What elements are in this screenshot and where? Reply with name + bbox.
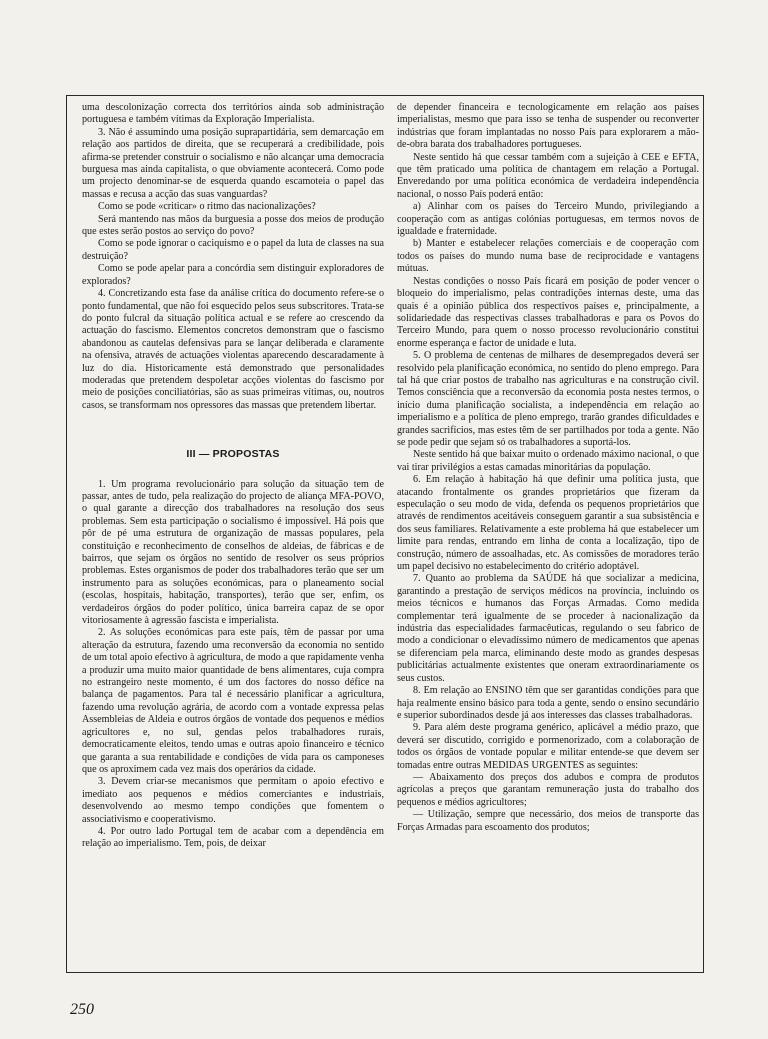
paragraph: 7. Quanto ao problema da SAÚDE há que socializar a medicina, garantindo a prestação de serviços médicos na província, incluindo os meios técnicos e humanos das Forças Armadas. Como medida complementar terá igualmente de se proceder à nacionalização da indústria das especialidades farmacêuticas, regulando o seu fabrico de modo a condicionar o elevadíssimo número de medicamentos que apenas se diferenciam pela marca, eliminando deste modo as grandes despesas publicitárias actualmente existentes que oneram extraordinariamente os seus custos. bbox=[397, 573, 699, 684]
paragraph: Será mantendo nas mãos da burguesia a posse dos meios de produção que estes serão postos ao serviço do povo? bbox=[82, 213, 384, 238]
paragraph: de depender financeira e tecnologicamente em relação aos países imperialistas, mesmo que para isso se tenha de suspender ou reconverter indústrias que foram implantadas no nosso País para explorarem a mão-de-obra barata dos trabalhadores portugueses. bbox=[397, 102, 699, 151]
proposal-paragraph: 2. As soluções económicas para este país, têm de passar por uma alteração da estrutura, fazendo uma reconversão da economia no sentido de um total apoio efectivo à agricultura, de modo a que rapidamente venha a produzir uma muito maior quantidade de bens alimentares, cuja compra no estrangeiro neste momento, é um dos factores do nosso défice na balança de pagamentos. Para tal é necessário planificar a agricultura, fazendo uma revolução agrária, de acordo com a vontade expressa pelas Assembleias de Aldeia e outros órgãos de vontade dos pequenos e médios agricultores e, no sul, gendas pelos trabalhadores rurais, democraticamente eleitos, tendo umas e outras apoio financeiro e técnico que garanta a sua rentabilidade e condições de vida para os camponeses que os aproximem cada vez mais dos operários da cidade. bbox=[82, 627, 384, 775]
paragraph: Como se pode ignorar o caciquismo e o papel da luta de classes na sua destruição? bbox=[82, 238, 384, 262]
paragraph: Como se pode apelar para a concórdia sem distinguir exploradores de explorados? bbox=[82, 263, 384, 287]
paragraph: 3. Não é assumindo uma posição suprapartidária, sem demarcação em relação aos partidos de direita, que se recuperará a credibilidade, pois afirma-se pretender construir o socialismo e não alcançar uma democracia burguesa mas ainda capitalista, o que obviamente acontecerá. Como pode um projecto denominar-se de esquerda quando escamoteia o papel das massas e recusa a acção das suas vanguardas? bbox=[82, 126, 384, 200]
paragraph: 9. Para além deste programa genérico, aplicável a médio prazo, que deverá ser discutido, corrigido e pormenorizado, com a colaboração de todos os órgãos de vontade popular e militar entende-se que devem ser tomadas entre outras MEDIDAS URGENTES as seguintes: bbox=[397, 722, 699, 771]
page-number: 250 bbox=[70, 1001, 94, 1018]
proposal-paragraph: 1. Um programa revolucionário para solução da situação tem de passar, antes de tudo, pela realização do projecto de aliança MFA-POVO, o qual garante a direcção dos trabalhadores na resolução dos seus problemas. Sem esta participação o socialismo é impossível. Há pois que pôr de pé uma estrutura de organização de massas populares, pela constituição e reconhecimento de conselhos de aldeias, de fábricas e de bairros, que sejam os órgãos no sentido de resolver os seus próprios problemas. Estes organismos de poder dos trabalhadores terão que ser um instrumento para as soluções económicas, para o planeamento social (escolas, hospitais, habitação, transportes), terão que ser, enfim, os verdadeiros órgãos do poder político, única barreira capaz de se opor vitoriosamente à agressão fascista e imperialista. bbox=[82, 478, 384, 627]
paragraph: Neste sentido há que cessar também com a sujeição à CEE e EFTA, que têm praticado uma política de chantagem em relação a Portugal. Enveredando por uma política económica de verdadeira independência nacional, o nosso País poderá então: bbox=[397, 151, 699, 200]
paragraph: — Abaixamento dos preços dos adubos e compra de produtos agrícolas a preços que garantam remuneração justa do trabalho dos pequenos e médios agricultores; bbox=[397, 771, 699, 808]
paragraph: 6. Em relação à habitação há que definir uma política justa, que atacando frontalmente os grandes proprietários que fizeram da especulação o seu modo de vida, defenda os pequenos proprietários que através de rendimentos aceitáveis conseguem garantir a sua subsistência e dos seus familiares. Relativamente a este problema há que estabelecer um limite para rendas, entrando em linha de conta a localização, tipo de construção, número de assoalhadas, etc. As comissões de moradores terão um papel decisivo no estabelecimento do critério adoptável. bbox=[397, 474, 699, 573]
paragraph: Como se pode «criticar» o ritmo das nacionalizações? bbox=[98, 201, 316, 213]
paragraph: 4. Concretizando esta fase da análise crítica do documento refere-se o ponto fundamental, que não foi esquecido pelos seus subscritores. Trata-se do ponto fulcral da situação política actual e se refere ao crescendo da actuação do fascismo. Elementos concretos demonstram que o fascismo abandonou as cautelas defensivas para se lançar deliberada e claramente na ofensiva, através de actuações violentas aparecendo descaradamente à luz do dia. Historicamente está demonstrado que personalidades moderadas que pretendem despoletar acções violentas do fascismo por meio de posições conciliatórias, são as suas primeiras vítimas, ou, noutros casos, se transformam nos opressores das massas que pretendem libertar. bbox=[82, 288, 384, 411]
paragraph: Neste sentido há que baixar muito o ordenado máximo nacional, o que vai tirar privilégios a estas camadas minoritárias da população. bbox=[397, 449, 699, 473]
left-column bbox=[82, 102, 384, 968]
proposal-paragraph: 3. Devem criar-se mecanismos que permitam o apoio efectivo e imediato aos pequenos e médios comerciantes e industriais, desenvolvendo ao mesmo tempo condições que fomentem o associativismo e cooperativismo. bbox=[82, 776, 384, 825]
paragraph: b) Manter e estabelecer relações comerciais e de cooperação com todos os países do mundo numa base de reciprocidade e vantagens mútuas. bbox=[397, 238, 699, 275]
right-column bbox=[397, 102, 699, 968]
paragraph: a) Alinhar com os países do Terceiro Mundo, privilegiando a cooperação com as antigas colónias portuguesas, em termos novos de igualdade e fraternidade. bbox=[397, 201, 699, 238]
paragraph: Nestas condições o nosso País ficará em posição de poder vencer o bloqueio do imperialismo, pelas contradições internas deste, uma das quais é a opinião pública dos respectivos países e, principalmente, a solidariedade das respectivas classes trabalhadoras e para os Povos do Terceiro Mundo, para quem o nosso processo revolucionário constitui enorme esperança e factor de unidade e luta. bbox=[397, 275, 699, 349]
paragraph: uma descolonização correcta dos territórios ainda sob administração portuguesa e também vítimas da Exploração Imperialista. bbox=[82, 102, 384, 126]
section-title: III — PROPOSTAS bbox=[186, 448, 280, 461]
paragraph: 5. O problema de centenas de milhares de desempregados deverá ser resolvido pela planificação económica, no sentido do pleno emprego. Para tal há que criar postos de trabalho nas agriculturas e na construção civil. Temos consciência que a reconversão da economia posta nestes termos, o início duma planificação socialista, a independência em relação ao imperialismo e a política de pleno emprego, trarão grandes dificuldades e grandes sacrifícios, mas estes têm de ser partilhados por toda a gente. Não se pode pedir que sejam só os trabalhadores a suportá-los. bbox=[397, 350, 699, 448]
paragraph: — Utilização, sempre que necessário, dos meios de transporte das Forças Armadas para escoamento dos produtos; bbox=[397, 809, 699, 833]
paragraph: 8. Em relação ao ENSINO têm que ser garantidas condições para que haja realmente ensino básico para toda a gente, sendo o ensino secundário e superior subordinados desde já aos interesses das classes trabalhadoras. bbox=[397, 685, 699, 721]
proposal-paragraph: 4. Por outro lado Portugal tem de acabar com a dependência em relação ao imperialismo. Tem, pois, de deixar bbox=[82, 825, 384, 850]
